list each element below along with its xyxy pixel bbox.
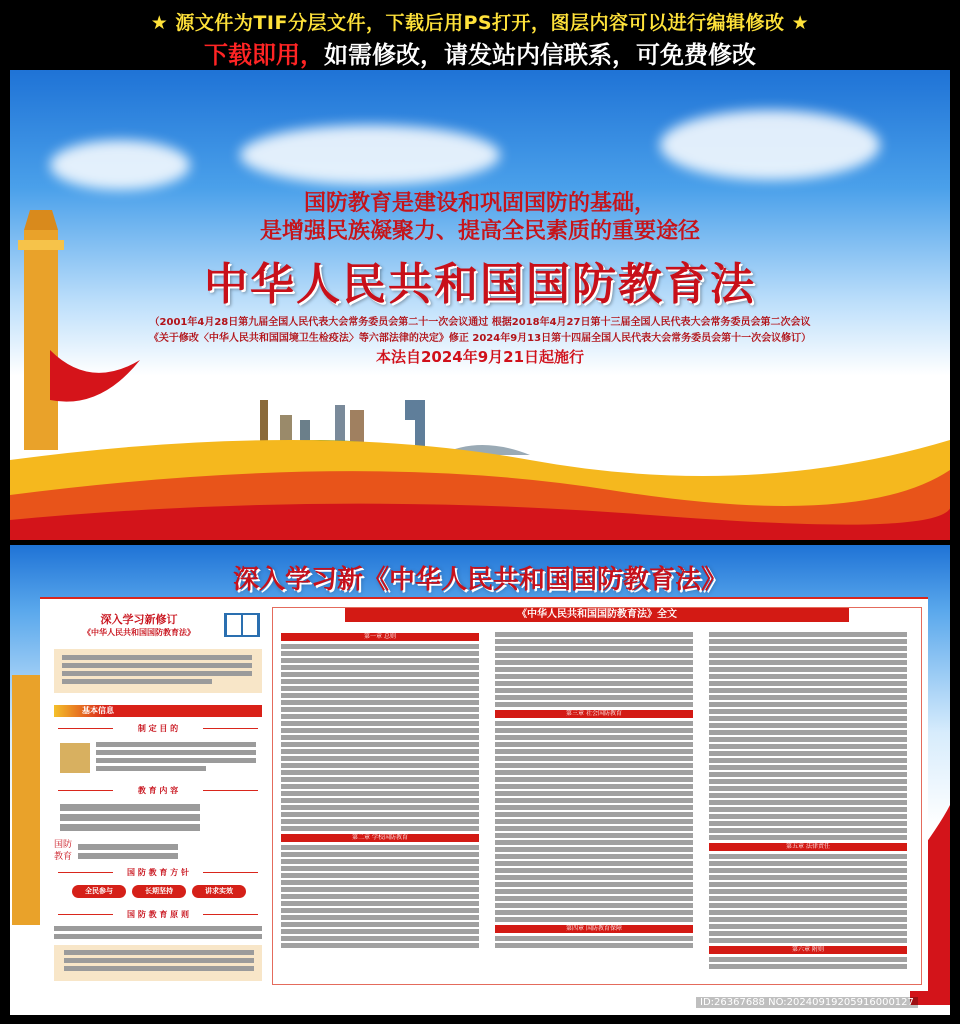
text-line xyxy=(281,784,479,789)
text-line xyxy=(495,742,693,747)
text-line xyxy=(495,875,693,880)
text-line xyxy=(709,632,907,637)
text-line xyxy=(495,756,693,761)
principle-title: 国 防 教 育 原 则 xyxy=(54,909,262,920)
text-line xyxy=(281,700,479,705)
text-line xyxy=(281,929,479,934)
text-line xyxy=(281,644,479,649)
text-line xyxy=(281,791,479,796)
text-line xyxy=(709,793,907,798)
chapter-1: 第一章 总则 xyxy=(281,633,479,641)
text-line xyxy=(281,679,479,684)
chapter-5: 第五章 法律责任 xyxy=(709,843,907,851)
text-line xyxy=(281,845,479,850)
text-line xyxy=(709,695,907,700)
text-line xyxy=(281,852,479,857)
text-line xyxy=(495,667,693,672)
text-line xyxy=(281,936,479,941)
text-line xyxy=(495,763,693,768)
text-line xyxy=(709,924,907,929)
watermark-id: ID:26367688 NO:20240919205916000127 xyxy=(696,997,918,1008)
defense-education-label xyxy=(54,839,74,863)
text-line xyxy=(709,681,907,686)
chapter-3: 第三章 社会国防教育 xyxy=(495,710,693,718)
text-line xyxy=(709,772,907,777)
text-column-3 xyxy=(709,630,907,971)
notice-line-2 xyxy=(0,35,960,70)
text-line xyxy=(281,915,479,920)
text-line xyxy=(709,688,907,693)
text-line xyxy=(495,728,693,733)
text-line xyxy=(281,742,479,747)
cloud xyxy=(50,140,190,190)
text-line xyxy=(281,735,479,740)
text-line xyxy=(495,819,693,824)
text-line xyxy=(281,651,479,656)
text-line xyxy=(709,868,907,873)
text-line xyxy=(281,665,479,670)
text-line xyxy=(281,777,479,782)
text-line xyxy=(709,861,907,866)
text-line xyxy=(281,707,479,712)
text-line xyxy=(495,777,693,782)
text-line xyxy=(96,742,256,747)
text-line xyxy=(96,758,256,763)
text-line xyxy=(495,812,693,817)
text-line xyxy=(78,844,178,850)
notice-white-text: 如需修改，请发站内信联系，可免费修改 xyxy=(324,41,756,69)
text-line xyxy=(54,926,262,931)
text-line xyxy=(709,964,907,969)
book-icon xyxy=(222,609,262,639)
banner-top xyxy=(10,70,950,540)
text-line xyxy=(709,709,907,714)
basic-info-label: 基本信息 xyxy=(82,706,114,715)
text-line xyxy=(78,853,178,859)
pill-2: 长期坚持 xyxy=(132,885,186,898)
chapter-4: 第四章 国防教育保障 xyxy=(495,925,693,933)
purpose-title: 制 定 目 的 xyxy=(54,723,262,734)
text-line xyxy=(709,744,907,749)
content-title: 教 育 内 容 xyxy=(54,785,262,796)
text-line xyxy=(281,770,479,775)
text-line xyxy=(281,943,479,948)
text-line xyxy=(281,658,479,663)
text-line xyxy=(281,763,479,768)
text-line xyxy=(709,646,907,651)
left-heading-2: 《中华人民共和国国防教育法》 xyxy=(83,628,195,637)
text-line xyxy=(62,655,252,660)
text-line xyxy=(62,679,212,684)
text-line xyxy=(495,784,693,789)
text-line xyxy=(64,966,254,971)
text-line xyxy=(495,840,693,845)
text-line xyxy=(281,859,479,864)
text-line xyxy=(709,660,907,665)
text-line xyxy=(96,766,206,771)
text-line xyxy=(495,674,693,679)
text-line xyxy=(281,866,479,871)
text-line xyxy=(709,765,907,770)
text-line xyxy=(495,943,693,948)
banner1-effective-date: 本法自2024年9月21日起施行 xyxy=(375,348,585,366)
text-line xyxy=(281,798,479,803)
text-line xyxy=(709,854,907,859)
defense-label-b: 教育 xyxy=(54,852,73,862)
text-line xyxy=(495,805,693,810)
text-line xyxy=(709,889,907,894)
banner1-note-1: （2001年4月28日第九届全国人民代表大会常务委员会第二十一次会议通过 根据2018年4月27日第十三届全国人民代表大会常务委员会第二次会议 xyxy=(149,317,811,328)
text-line xyxy=(709,910,907,915)
text-line xyxy=(709,667,907,672)
text-line xyxy=(709,957,907,962)
text-line xyxy=(495,847,693,852)
notice-red-text: 下载即用， xyxy=(204,41,324,69)
text-line xyxy=(495,910,693,915)
top-notice-bar xyxy=(0,0,960,68)
banner2-title: 深入学习新《中华人民共和国国防教育法》 xyxy=(232,565,727,595)
text-line xyxy=(281,714,479,719)
text-line xyxy=(709,702,907,707)
text-line xyxy=(709,758,907,763)
text-line xyxy=(495,749,693,754)
text-line xyxy=(709,674,907,679)
text-line xyxy=(709,821,907,826)
pill-1: 全民参与 xyxy=(72,885,126,898)
text-line xyxy=(495,646,693,651)
chapter-6: 第六章 附则 xyxy=(709,946,907,954)
banner1-title: 中华人民共和国国防教育法 xyxy=(204,259,756,310)
text-line xyxy=(495,702,693,707)
text-line xyxy=(281,693,479,698)
text-line xyxy=(495,798,693,803)
text-line xyxy=(60,814,200,821)
text-line xyxy=(709,903,907,908)
intro-block xyxy=(54,649,262,693)
text-line xyxy=(281,812,479,817)
text-line xyxy=(709,807,907,812)
text-line xyxy=(281,805,479,810)
text-line xyxy=(495,917,693,922)
text-line xyxy=(709,751,907,756)
chapter-2: 第二章 学校国防教育 xyxy=(281,834,479,842)
text-line xyxy=(281,672,479,677)
principle-block xyxy=(54,945,262,981)
text-line xyxy=(709,814,907,819)
text-line xyxy=(281,873,479,878)
text-line xyxy=(62,671,252,676)
watermark-logo: 昵图网 www.nipic.com xyxy=(22,997,176,1012)
banner1-subtitle-2: 是增强民族凝聚力、提高全民素质的重要途径 xyxy=(259,219,700,244)
text-line xyxy=(709,737,907,742)
text-line xyxy=(495,695,693,700)
text-line xyxy=(709,730,907,735)
guideline-title: 国 防 教 育 方 针 xyxy=(54,867,262,878)
notice-line-1: ★ 源文件为TIF分层文件，下载后用PS打开，图层内容可以进行编辑修改 ★ xyxy=(150,12,810,34)
text-line xyxy=(281,686,479,691)
text-line xyxy=(709,917,907,922)
text-line xyxy=(709,938,907,943)
text-line xyxy=(495,861,693,866)
purpose-block xyxy=(60,739,260,779)
text-line xyxy=(495,791,693,796)
text-line xyxy=(709,723,907,728)
defense-label-a: 国防 xyxy=(54,840,73,850)
text-line xyxy=(495,681,693,686)
text-line xyxy=(709,779,907,784)
text-line xyxy=(96,750,256,755)
text-line xyxy=(281,728,479,733)
text-line xyxy=(709,931,907,936)
text-line xyxy=(281,721,479,726)
text-column-2 xyxy=(495,630,693,950)
text-line xyxy=(281,894,479,899)
banner1-subtitle-1: 国防教育是建设和巩固国防的基础， xyxy=(303,191,656,216)
text-line xyxy=(495,833,693,838)
text-line xyxy=(495,639,693,644)
full-text-area xyxy=(272,607,922,985)
basic-info-bar xyxy=(54,705,262,717)
full-text-header: 《中华人民共和国国防教育法》全文 xyxy=(345,608,849,622)
text-line xyxy=(709,896,907,901)
text-line xyxy=(495,882,693,887)
banner1-note-2: 《关于修改〈中华人民共和国国境卫生检疫法〉等六部法律的决定》修正 2024年9月13日第十四届全国人民代表大会常务委员会第十一次会议修订） xyxy=(148,333,812,344)
text-line xyxy=(709,875,907,880)
text-column-1 xyxy=(281,630,479,950)
text-line xyxy=(709,786,907,791)
text-line xyxy=(281,819,479,824)
text-line xyxy=(62,663,252,668)
text-line xyxy=(495,721,693,726)
text-line xyxy=(281,826,479,831)
text-line xyxy=(495,632,693,637)
text-line xyxy=(495,936,693,941)
text-line xyxy=(281,922,479,927)
text-line xyxy=(495,653,693,658)
text-line xyxy=(495,735,693,740)
text-line xyxy=(495,889,693,894)
text-line xyxy=(709,716,907,721)
text-line xyxy=(709,800,907,805)
text-line xyxy=(495,896,693,901)
text-line xyxy=(709,835,907,840)
text-line xyxy=(64,958,254,963)
text-line xyxy=(60,824,200,831)
pill-3: 讲求实效 xyxy=(192,885,246,898)
text-line xyxy=(281,887,479,892)
text-line xyxy=(281,880,479,885)
text-line xyxy=(495,854,693,859)
text-line xyxy=(495,903,693,908)
text-line xyxy=(495,770,693,775)
text-line xyxy=(495,826,693,831)
text-line xyxy=(54,934,262,939)
text-line xyxy=(281,901,479,906)
decorative-waves-icon xyxy=(10,400,950,540)
text-line xyxy=(709,882,907,887)
text-line xyxy=(281,756,479,761)
banner-bottom xyxy=(10,545,950,1015)
document-icon xyxy=(60,743,90,773)
text-line xyxy=(495,868,693,873)
cloud xyxy=(660,110,880,180)
text-line xyxy=(495,688,693,693)
text-line xyxy=(281,749,479,754)
left-heading-1: 深入学习新修订 xyxy=(100,613,178,626)
text-line xyxy=(709,639,907,644)
left-column xyxy=(54,609,262,981)
text-line xyxy=(495,660,693,665)
text-line xyxy=(60,804,200,811)
text-line xyxy=(709,653,907,658)
text-line xyxy=(709,828,907,833)
text-line xyxy=(281,908,479,913)
cloud xyxy=(240,125,500,185)
content-panel xyxy=(40,597,928,991)
text-line xyxy=(64,950,254,955)
